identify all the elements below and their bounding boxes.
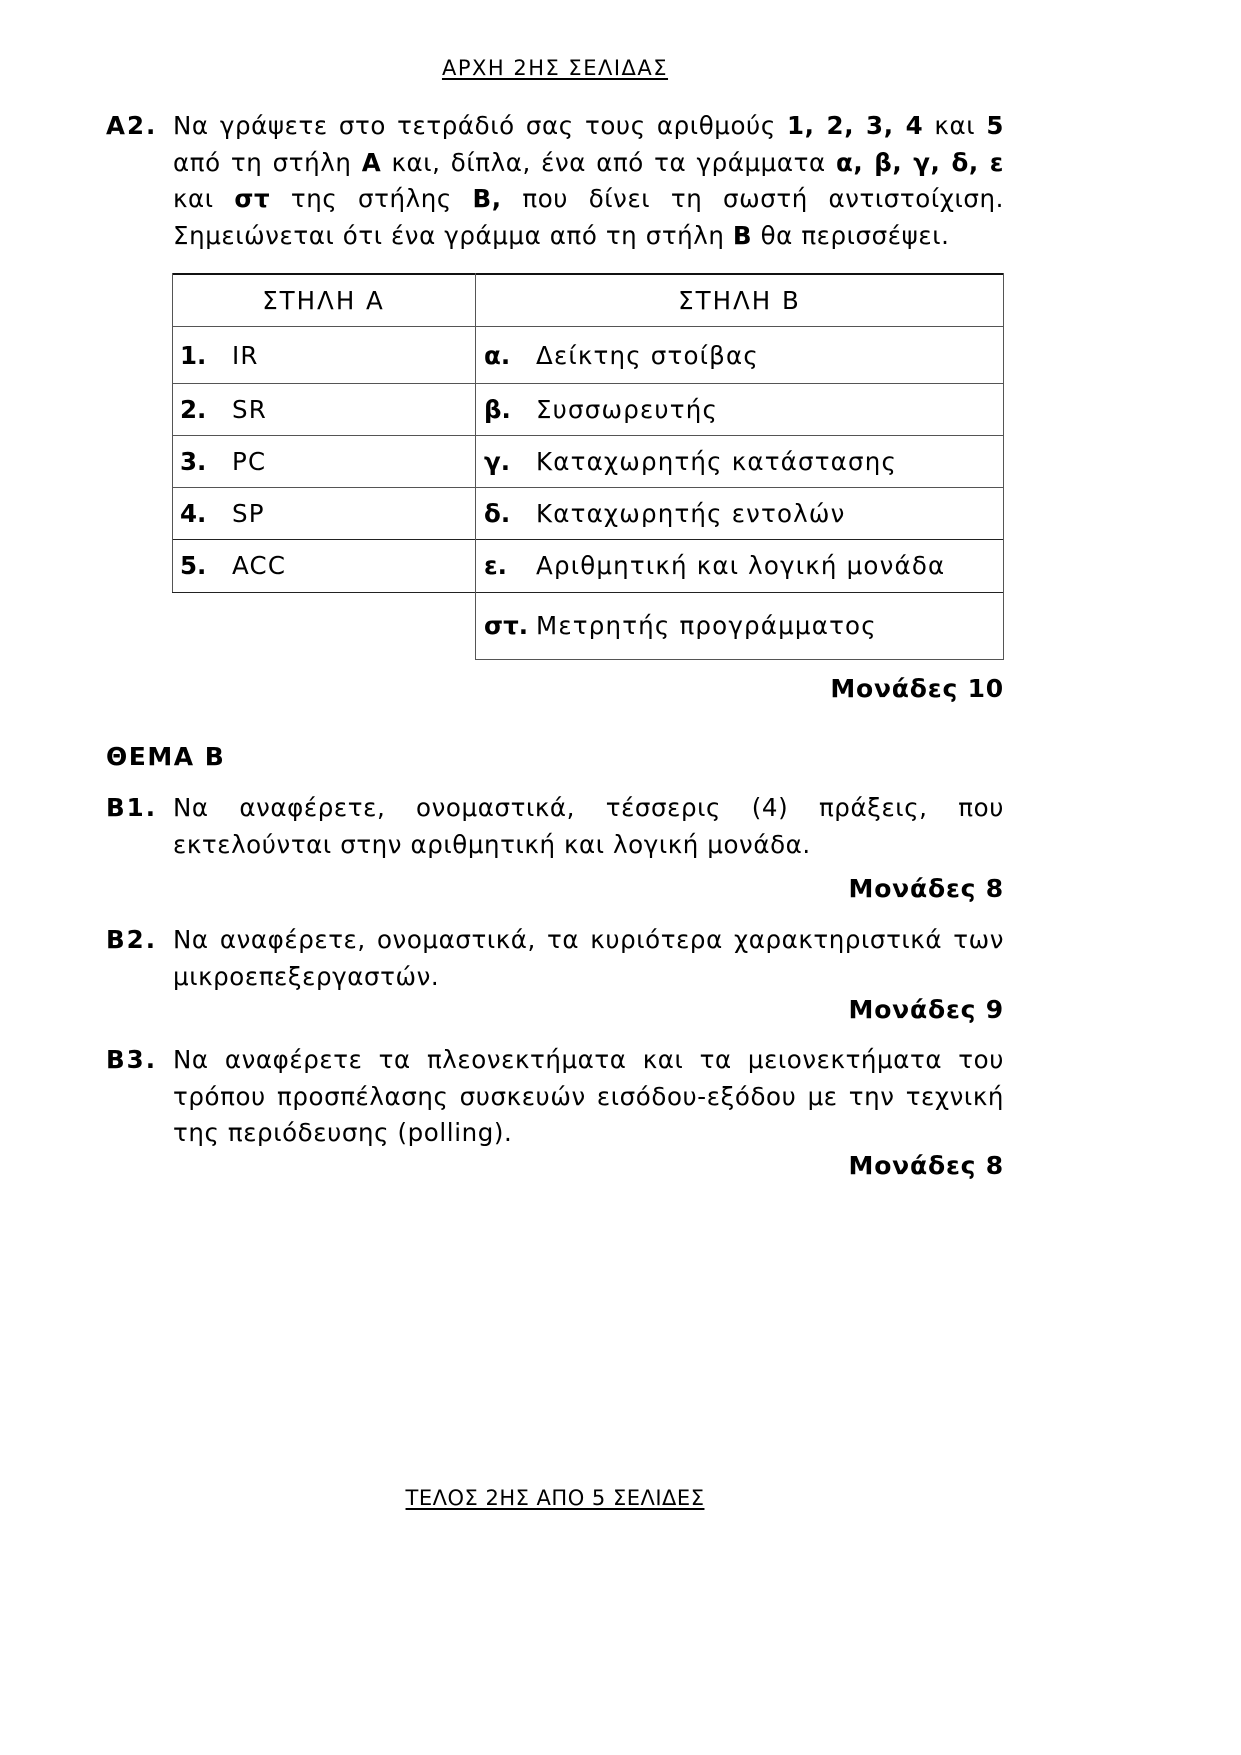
row-value: ACC <box>232 551 287 580</box>
question-b2 <box>106 922 1004 995</box>
question-text: Να αναφέρετε τα πλεονεκτήματα και τα μειονεκτήματα του τρόπου προσπέλασης συσκευών εισόδου-εξόδου με την τεχνική της περιόδευσης (polling). <box>173 1045 1004 1147</box>
column-b-row <box>475 435 1004 487</box>
text-segment: θα περισσέψει. <box>752 220 950 250</box>
page-header-text: ΑΡΧΗ 2ΗΣ ΣΕΛΙΔΑΣ <box>441 56 669 80</box>
row-value: Καταχωρητής εντολών <box>536 498 846 528</box>
page-footer-text: ΤΕΛΟΣ 2ΗΣ ΑΠΟ 5 ΣΕΛΙΔΕΣ <box>405 1486 705 1510</box>
row-value: SP <box>232 498 265 528</box>
column-b-header: ΣΤΗΛΗ Β <box>678 285 801 315</box>
row-number: 3. <box>180 446 207 476</box>
row-number: 4. <box>180 498 207 528</box>
row-number: 5. <box>180 551 207 580</box>
question-label: Β3. <box>106 1045 158 1074</box>
column-a-row <box>172 539 475 592</box>
question-b3 <box>106 1042 1004 1152</box>
marks-a2: Μονάδες 10 <box>830 674 1004 703</box>
text-segment: που δίνει τη σωστή αντιστοίχιση. Σημειώνεται ότι ένα γράμμα από τη στήλη <box>173 184 1004 250</box>
matching-table <box>172 273 1004 660</box>
row-value: SR <box>232 394 267 424</box>
column-a-header: ΣΤΗΛΗ Α <box>262 285 385 315</box>
text-segment: και, δίπλα, ένα από τα γράμματα <box>381 147 836 177</box>
question-label: Β2. <box>106 925 158 954</box>
row-letter: δ. <box>484 498 511 528</box>
page-header <box>0 56 1110 80</box>
row-letter: στ. <box>484 611 529 640</box>
row-value: PC <box>232 446 267 476</box>
question-a2 <box>106 108 1004 254</box>
row-letter: α. <box>484 340 511 370</box>
text-segment: από τη στήλη <box>173 147 362 177</box>
question-text <box>173 108 1004 254</box>
page-footer <box>0 1486 1110 1510</box>
row-letter: ε. <box>484 551 507 580</box>
column-b-row <box>475 487 1004 539</box>
question-label: Α2. <box>106 111 158 140</box>
row-number: 2. <box>180 394 207 424</box>
row-value: IR <box>232 340 259 370</box>
column-a-row <box>172 327 475 383</box>
row-number: 1. <box>180 340 207 370</box>
table-border <box>475 659 1004 660</box>
bold-segment: α, β, γ, δ, ε <box>835 147 1004 177</box>
column-b-row <box>475 383 1004 435</box>
text-segment: και <box>923 111 987 140</box>
column-b-row <box>475 592 1004 659</box>
row-value: Καταχωρητής κατάστασης <box>536 446 898 476</box>
marks-b2: Μονάδες 9 <box>848 995 1004 1024</box>
row-value: Δείκτης στοίβας <box>536 340 759 370</box>
bold-segment: Α <box>361 147 382 177</box>
text-segment: της στήλης <box>270 184 473 213</box>
row-value: Συσσωρευτής <box>536 394 719 424</box>
column-a-row <box>172 435 475 487</box>
bold-segment: Β, <box>472 184 502 213</box>
column-a-row <box>172 383 475 435</box>
bold-segment: στ <box>234 184 271 213</box>
column-b-row <box>475 327 1004 383</box>
text-segment: Να γράψετε στο τετράδιό σας τους αριθμούς <box>173 111 788 140</box>
section-title: ΘΕΜΑ Β <box>106 742 226 771</box>
row-letter: β. <box>484 394 511 424</box>
column-b-row <box>475 539 1004 592</box>
text-segment: και <box>173 184 235 213</box>
question-label: Β1. <box>106 793 158 822</box>
question-text: Να αναφέρετε, ονομαστικά, τέσσερις (4) πράξεις, που εκτελούνται στην αριθμητική και λογική μονάδα. <box>173 793 1004 859</box>
marks-b3: Μονάδες 8 <box>848 1151 1004 1180</box>
marks-b1: Μονάδες 8 <box>848 874 1004 903</box>
bold-segment: 1, 2, 3, 4 <box>787 111 924 140</box>
row-letter: γ. <box>484 446 510 476</box>
column-a-row <box>172 487 475 539</box>
question-b1 <box>106 790 1004 863</box>
question-text: Να αναφέρετε, ονομαστικά, τα κυριότερα χαρακτηριστικά των μικροεπεξεργαστών. <box>173 925 1004 991</box>
row-value: Μετρητής προγράμματος <box>536 611 877 640</box>
row-value: Αριθμητική και λογική μονάδα <box>536 551 946 580</box>
bold-segment: 5 <box>986 111 1004 140</box>
bold-segment: Β <box>732 220 753 250</box>
